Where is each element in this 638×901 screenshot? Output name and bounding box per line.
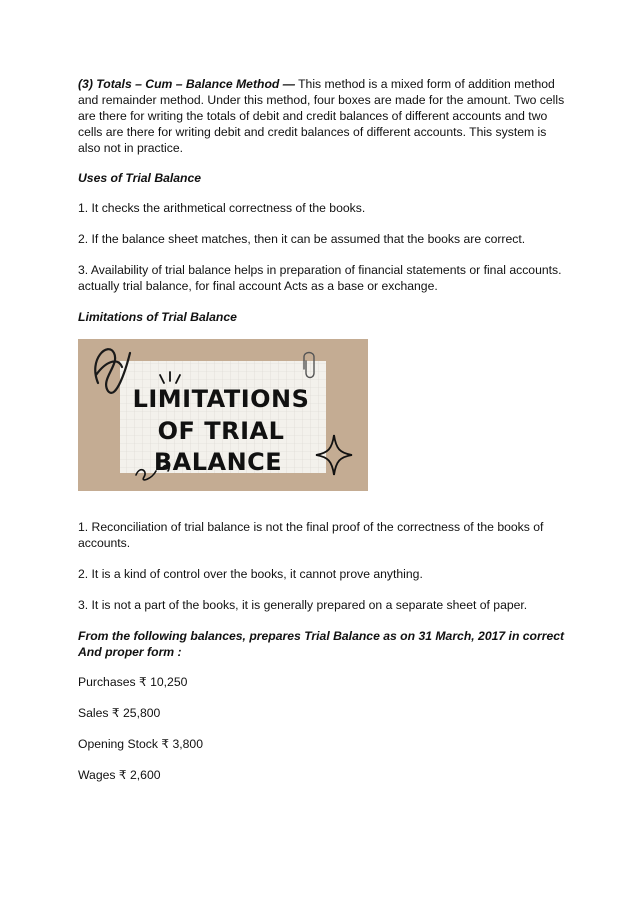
banner-line-3: BALANCE [153, 448, 283, 476]
limitations-banner [78, 339, 368, 491]
uses-item-2: 2. If the balance sheet matches, then it can be assumed that the books are correct. [78, 232, 526, 246]
limitations-item-1: 1. Reconciliation of trial balance is not the final proof of the correctness of the books of accounts. [78, 520, 544, 550]
exercise-heading: From the following balances, prepares Trial Balance as on 31 March, 2017 in correct And proper form : [78, 629, 565, 659]
banner-line-2: OF TRIAL [157, 417, 285, 445]
exercise-item-wages: Wages ₹ 2,600 [78, 768, 161, 782]
limitations-item-3: 3. It is not a part of the books, it is generally prepared on a separate sheet of paper. [78, 598, 528, 612]
uses-heading: Uses of Trial Balance [78, 171, 202, 185]
uses-item-3: 3. Availability of trial balance helps in preparation of financial statements or final accounts. actually trial balance, for final account Acts as a base or exchange. [78, 263, 562, 293]
exercise-item-opening-stock: Opening Stock ₹ 3,800 [78, 737, 203, 751]
intro-paragraph [78, 76, 568, 156]
document-page [78, 76, 568, 798]
intro-body: This method is a mixed form of addition method and remainder method. Under this method, four boxes are made for the amount. Two cells are there for writing the totals of debit and credit balances of different accounts and two cells are there for writing debit and credit balances of different accounts. This system is also not in practice. [78, 77, 565, 155]
banner-line-1: LIMITATIONS [132, 385, 310, 413]
limitations-heading: Limitations of Trial Balance [78, 310, 237, 324]
exercise-item-purchases: Purchases ₹ 10,250 [78, 675, 188, 689]
limitations-item-2: 2. It is a kind of control over the books, it cannot prove anything. [78, 567, 423, 581]
intro-lead: (3) Totals – Cum – Balance Method — [78, 77, 295, 91]
limitations-banner-image [78, 339, 568, 491]
uses-item-1: 1. It checks the arithmetical correctness of the books. [78, 201, 366, 215]
exercise-item-sales: Sales ₹ 25,800 [78, 706, 161, 720]
